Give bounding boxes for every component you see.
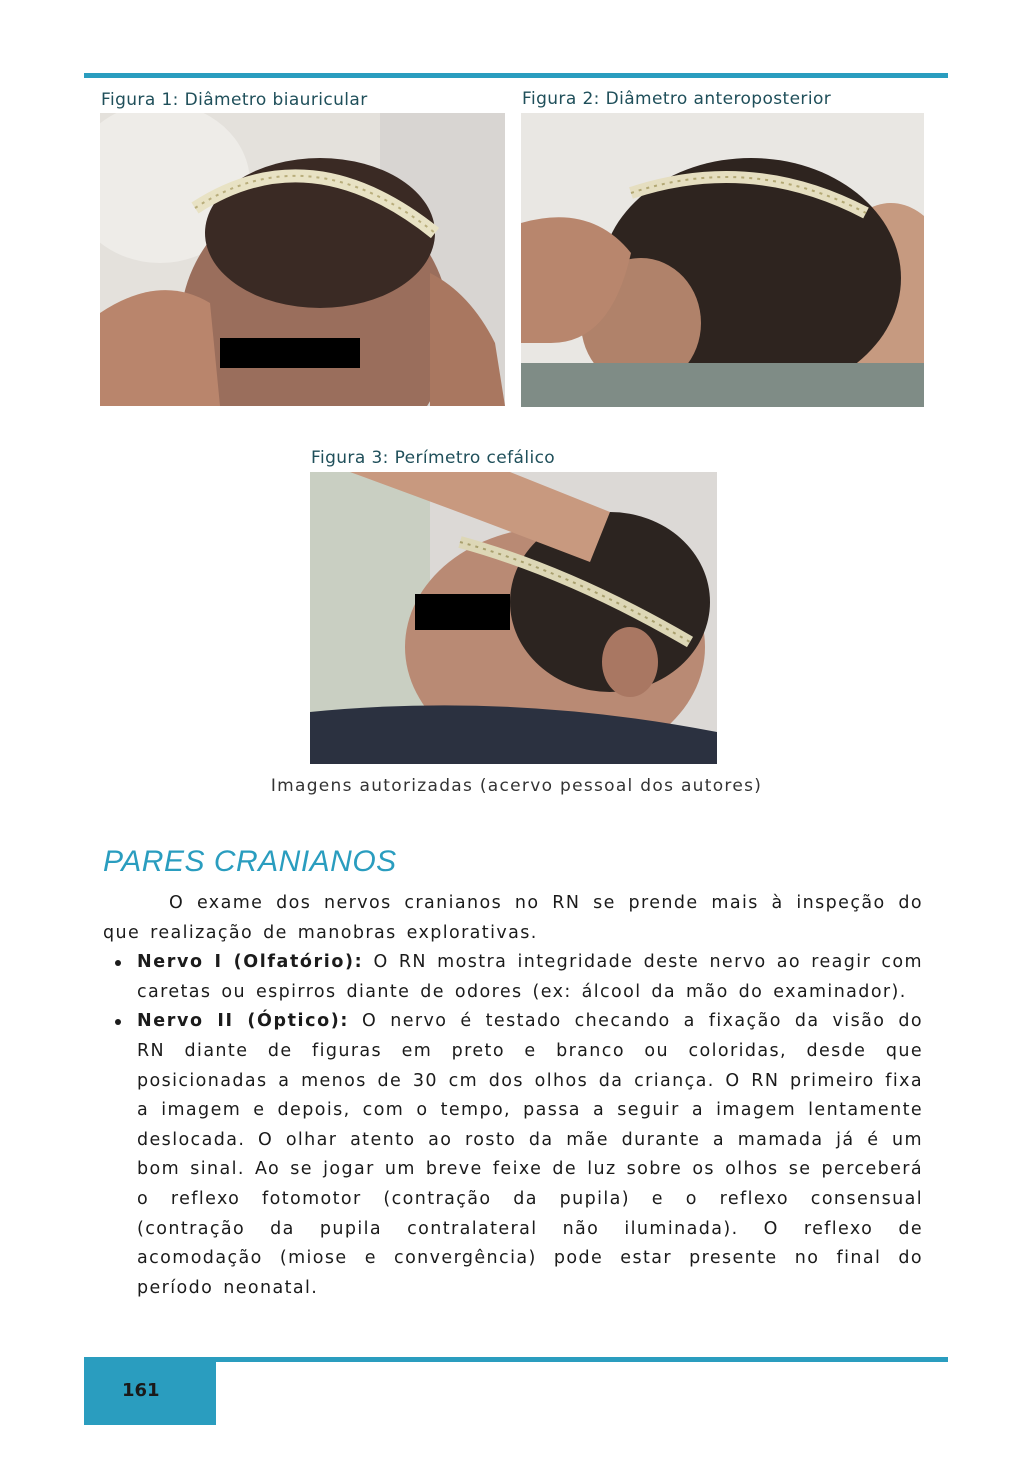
list-item-term: Nervo II (Óptico): (137, 1011, 349, 1032)
figure-1-caption: Figura 1: Diâmetro biauricular (101, 90, 368, 110)
top-rule (84, 73, 948, 78)
figure-2-photo (521, 113, 924, 407)
image-credit: Imagens autorizadas (acervo pessoal dos autores) (270, 776, 763, 796)
page-number: 161 (122, 1380, 160, 1401)
figure-3-photo (310, 472, 717, 764)
list-item-term: Nervo I (Olfatório): (137, 952, 364, 973)
section-title: PARES CRANIANOS (103, 845, 397, 878)
list-item-text: O RN mostra integridade deste nervo ao reagir com caretas ou espirros diante de odores (ex: álcool da mão do examinador). (137, 952, 923, 1002)
nerve-list (103, 948, 923, 1303)
list-item (103, 1007, 923, 1303)
figure-1-photo (100, 113, 505, 406)
list-item-text: O nervo é testado checando a fixação da visão do RN diante de figuras em preto e branco ou coloridas, desde que posicionadas a menos de 30 cm dos olhos da criança. O RN primeiro fixa a imagem e depois, com o tempo, passa a seguir a imagem lentamente deslocada. O olhar atento ao rosto da mãe durante a mamada já é um bom sinal. Ao se jogar um breve feixe de luz sobre os olhos se perceberá o reflexo fotomotor (contração da pupila) e o reflexo consensual (contração da pupila contralateral não iluminada). O reflexo de acomodação (miose e convergência) pode estar presente no final do período neonatal. (137, 1011, 923, 1298)
figure-2-caption: Figura 2: Diâmetro anteroposterior (522, 89, 832, 109)
intro-paragraph: O exame dos nervos cranianos no RN se prende mais à inspeção do que realização de manobras explorativas. (103, 893, 923, 943)
page-number-box (84, 1362, 216, 1425)
figure-3-caption: Figura 3: Perímetro cefálico (311, 448, 556, 468)
body-text (103, 889, 923, 1303)
list-item (103, 948, 923, 1007)
